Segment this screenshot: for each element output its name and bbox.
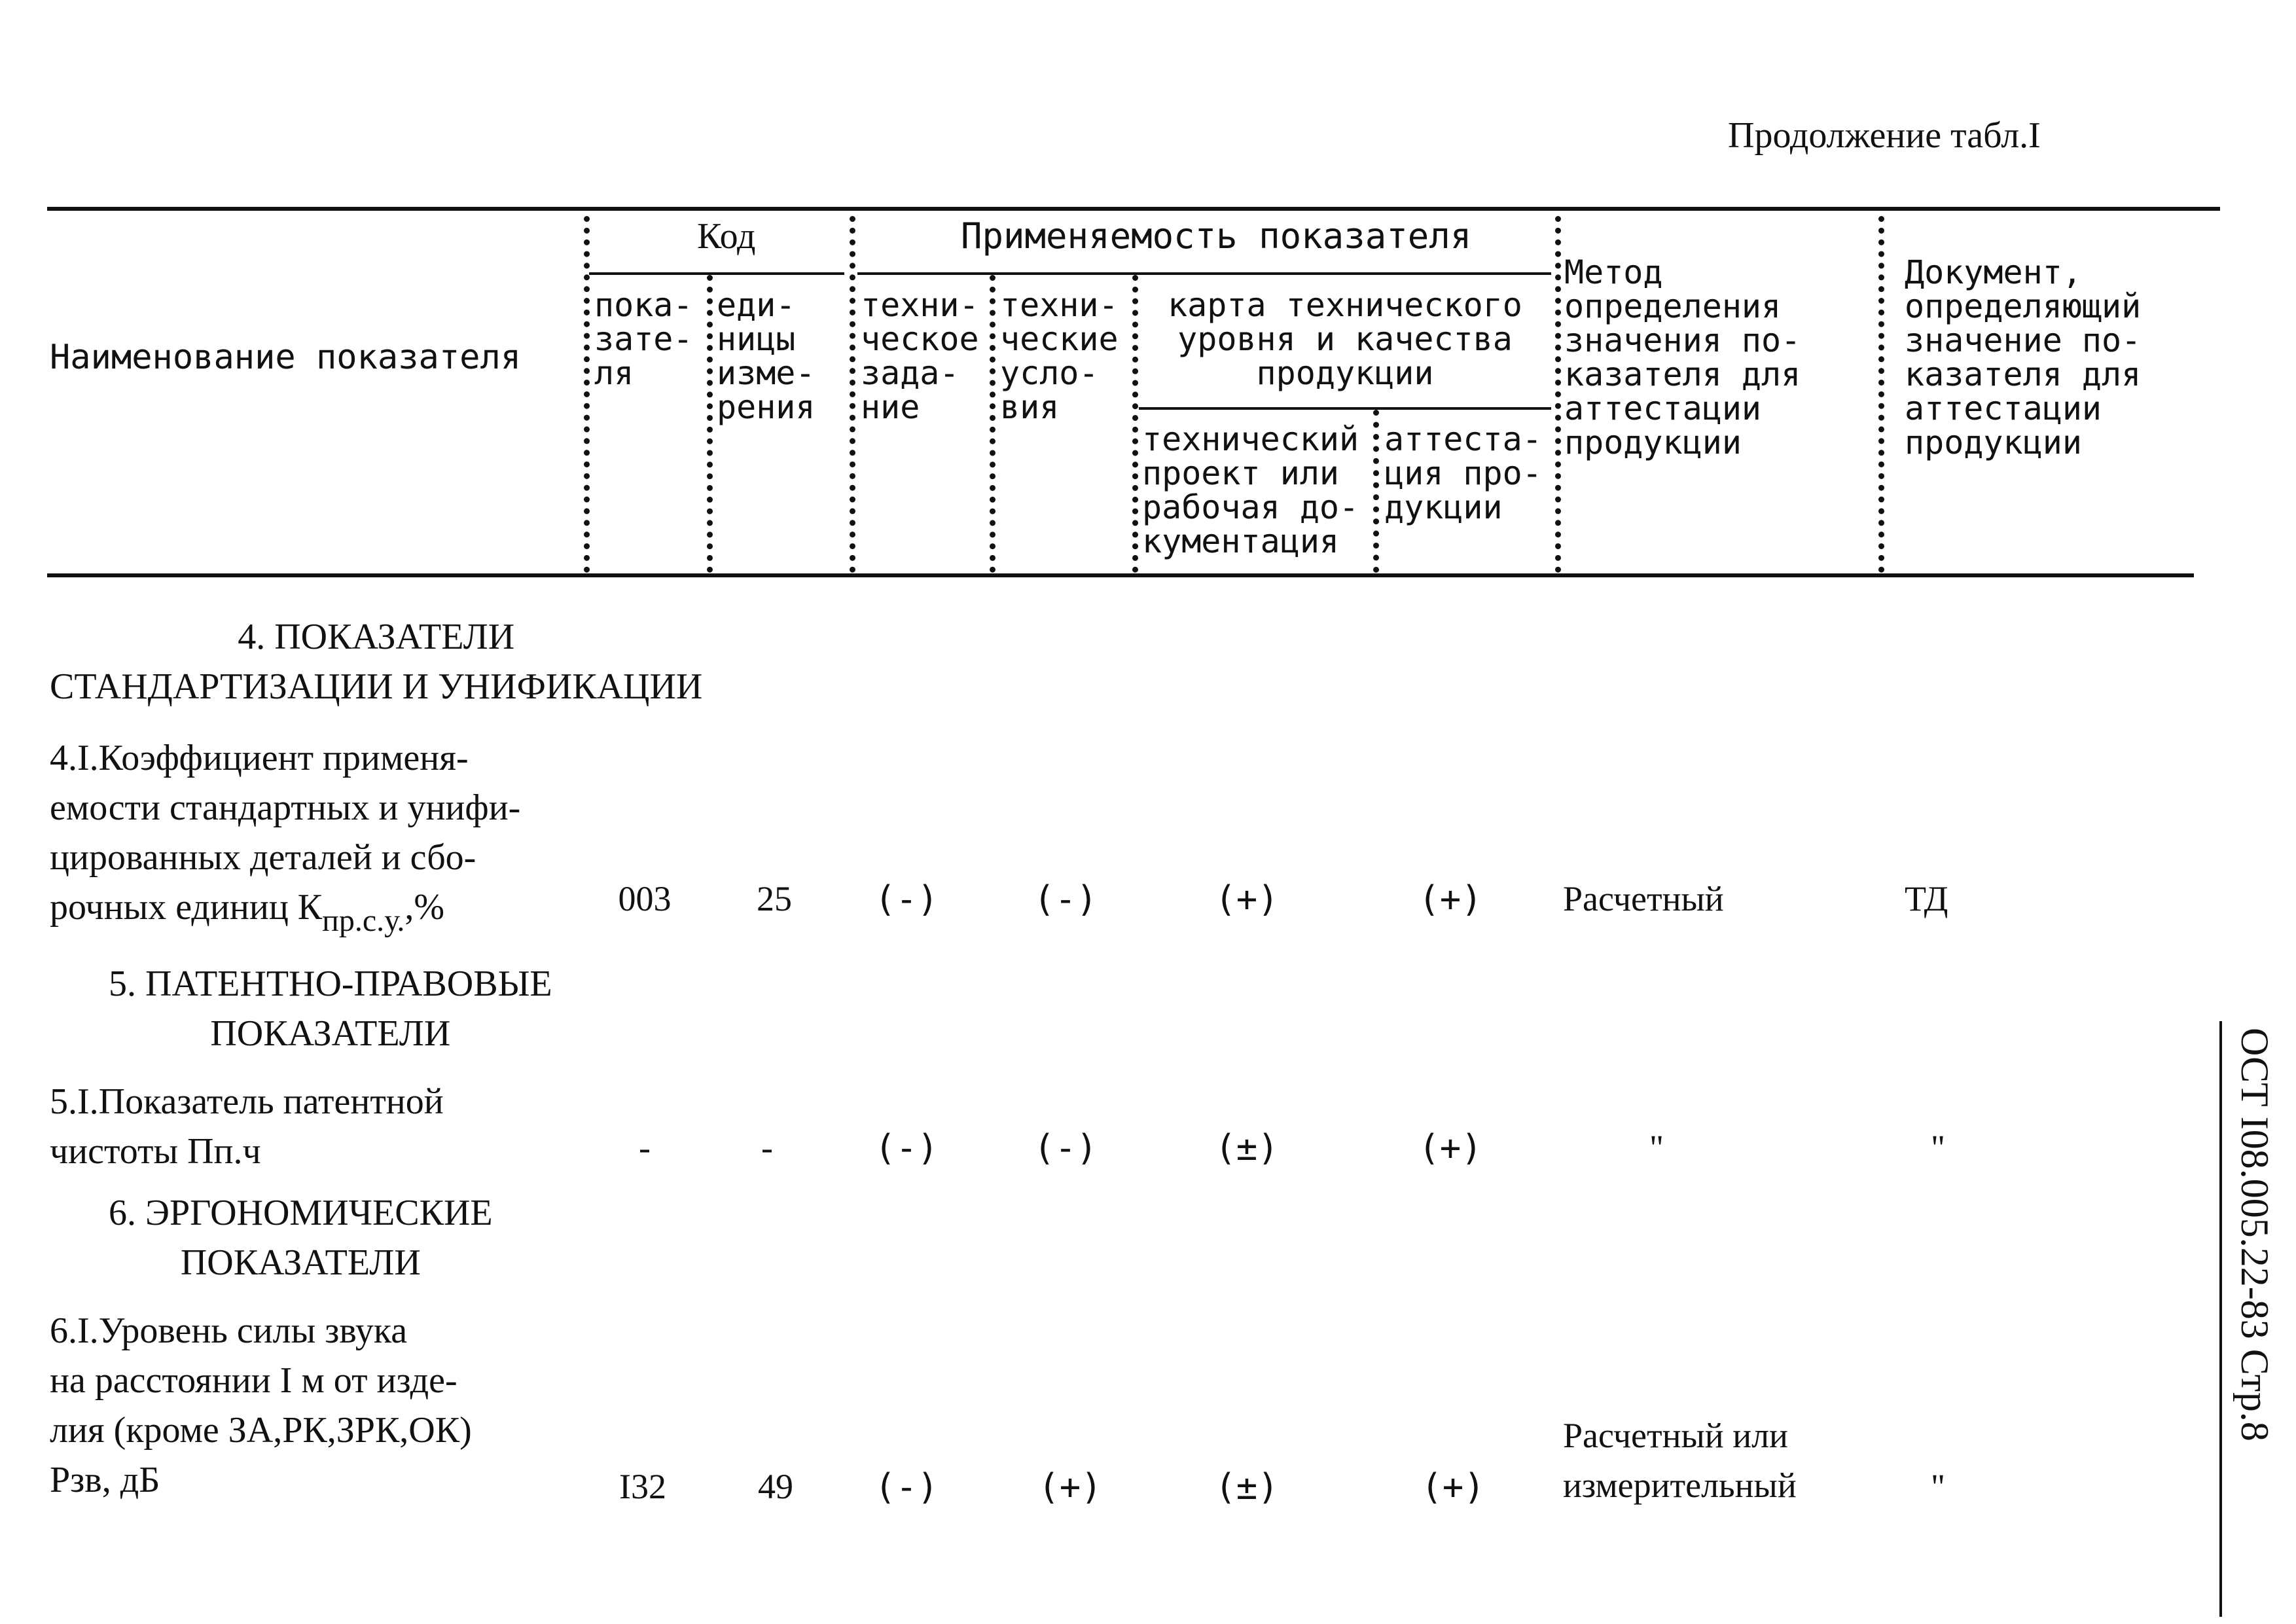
cell-document: " xyxy=(1931,1128,1946,1167)
header-document: Документ, определяющий значение по- казателя для аттестации продукции xyxy=(1905,253,2142,461)
row-name: 6.I.Уровень силы звука на расстоянии I м от изде- лия (кроме ЗА,РК,ЗРК,ОК) Рзв, дБ xyxy=(50,1310,472,1500)
col-divider-6 xyxy=(1373,410,1379,573)
section-title-6: 6. ЭРГОНОМИЧЕСКИЕ ПОКАЗАТЕЛИ xyxy=(109,1193,493,1283)
header-code-unit: еди- ницы изме- рения xyxy=(717,286,816,426)
header-applicability: Применяемость показателя xyxy=(961,215,1472,257)
header-attestation: аттеста- ция про- дукции xyxy=(1384,420,1542,526)
header-level-card: карта технического уровня и качества продукции xyxy=(1168,286,1522,392)
header-tech-project: технический проект или рабочая до- кументация xyxy=(1142,420,1359,560)
cell-tech-project: (±) xyxy=(1215,1466,1279,1507)
top-rule xyxy=(47,207,2220,211)
cell-code-unit: - xyxy=(761,1128,773,1167)
cell-tech-conditions: (+) xyxy=(1038,1466,1102,1507)
cell-attestation: (+) xyxy=(1418,878,1482,920)
row-name-subscript: пр.с.у. xyxy=(322,903,405,938)
col-divider-7 xyxy=(1555,216,1561,573)
header-tech-conditions: техни- ческие усло- вия xyxy=(1000,286,1119,426)
cell-tech-task: (-) xyxy=(874,1127,939,1168)
cell-tech-task: (-) xyxy=(874,1466,939,1507)
cell-tech-project: (±) xyxy=(1215,1127,1279,1168)
cell-tech-task: (-) xyxy=(874,878,939,920)
cell-code-indicator: - xyxy=(639,1128,651,1167)
row-name: 5.I.Показатель патентной чистоты Пп.ч xyxy=(50,1081,444,1172)
code-underline xyxy=(589,272,844,275)
col-divider-5 xyxy=(1132,275,1138,573)
row-name: 4.I.Коэффициент применя- емости стандартных и унифи- цированных деталей и сбо- рочных единиц Кпр.с.у.,% xyxy=(50,738,521,938)
header-bottom-rule xyxy=(47,573,2194,577)
col-divider-3 xyxy=(850,216,855,573)
cell-method: " xyxy=(1649,1128,1664,1167)
cell-code-indicator: I32 xyxy=(619,1467,666,1506)
cell-tech-conditions: (-) xyxy=(1033,1127,1098,1168)
col-divider-4 xyxy=(990,275,996,573)
cell-code-unit: 25 xyxy=(757,879,792,918)
document-code-stamp: ОСТ I08.005.22-83 Стр.8 xyxy=(2219,1021,2281,1617)
applicability-underline xyxy=(857,272,1551,275)
header-code-indicator: пока- зате- ля xyxy=(594,286,693,392)
section-title-5: 5. ПАТЕНТНО-ПРАВОВЫЕ ПОКАЗАТЕЛИ xyxy=(109,964,552,1054)
col-divider-8 xyxy=(1878,216,1884,573)
cell-attestation: (+) xyxy=(1418,1127,1482,1168)
level-card-underline xyxy=(1139,407,1551,410)
header-tech-task: техни- ческое зада- ние xyxy=(861,286,979,426)
cell-tech-conditions: (-) xyxy=(1033,878,1098,920)
col-divider-2 xyxy=(707,275,713,573)
cell-code-unit: 49 xyxy=(758,1467,793,1506)
col-divider-1 xyxy=(584,216,590,573)
cell-document: ТД xyxy=(1905,879,1948,918)
cell-method: Расчетный или измерительный xyxy=(1563,1416,1797,1505)
continuation-label: Продолжение табл.I xyxy=(1728,115,2041,156)
cell-code-indicator: 003 xyxy=(618,879,672,918)
cell-method: Расчетный xyxy=(1563,879,1724,918)
header-code: Код xyxy=(697,216,756,257)
cell-document: " xyxy=(1931,1467,1946,1506)
cell-attestation: (+) xyxy=(1421,1466,1485,1507)
header-method: Метод определения значения по- казателя для аттестации продукции xyxy=(1564,253,1801,461)
header-name: Наименование показателя xyxy=(50,338,522,377)
cell-tech-project: (+) xyxy=(1215,878,1279,920)
section-title-4: 4. ПОКАЗАТЕЛИ СТАНДАРТИЗАЦИИ И УНИФИКАЦИИ xyxy=(50,617,703,707)
